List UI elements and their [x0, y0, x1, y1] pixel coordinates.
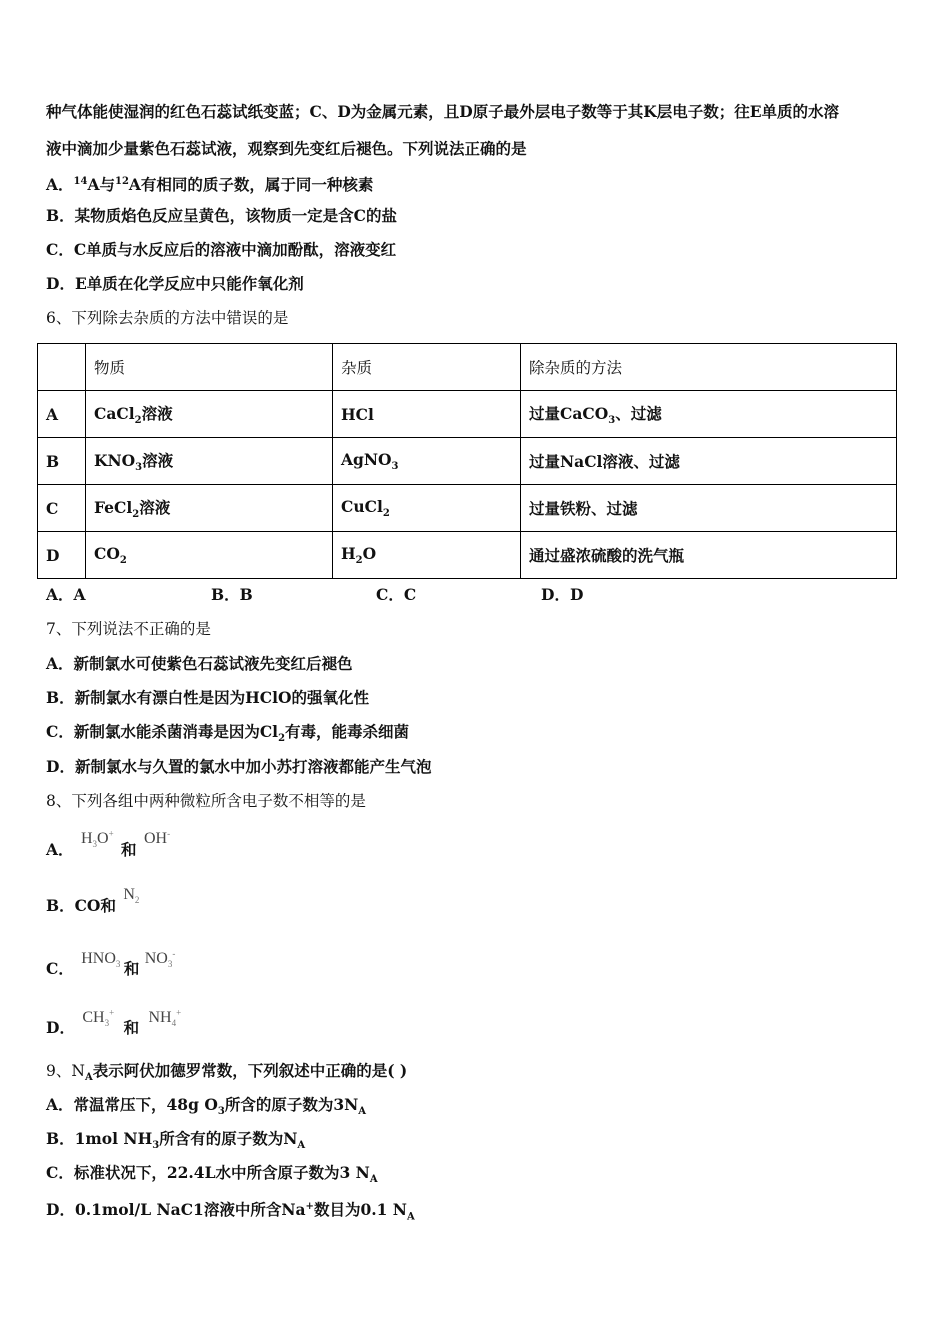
q5-option-b: B．某物质焰色反应呈黄色，该物质一定是含C的盐 — [46, 206, 397, 225]
q9-option-d: D．0.1mol/L NaC1溶液中所含Na+数目为0.1 $N_A$ — [46, 1200, 415, 1223]
table-header-row — [38, 344, 897, 391]
q8-option-c: C． $HNO_3$ 和 $NO_3^-$ — [46, 949, 176, 979]
formula-nh4: $NH_4^+$ — [148, 1008, 182, 1029]
table-header-cell: 除杂质的方法 — [521, 344, 897, 391]
table-row — [38, 485, 897, 532]
q9-option-c: C．标准状况下，22.4L水中所含原子数为3 $N_A$ — [46, 1163, 378, 1186]
row-method: 通过盛浓硫酸的洗气瓶 — [521, 532, 897, 579]
row-substance: $CO_2$ — [86, 532, 333, 579]
q9-option-a: A．常温常压下，48g $O_3$所含的原子数为$3N_A$ — [46, 1095, 367, 1118]
q5-option-a: A．$^{14}$A与$^{12}$A有相同的质子数，属于同一种核素 — [46, 175, 374, 195]
q6-options — [46, 585, 583, 605]
q9-stem: 9、$N_A$表示阿伏加德罗常数，下列叙述中正确的是( ) — [46, 1061, 408, 1084]
q9-option-b: B．1mol $NH_3$所含有的原子数为$N_A$ — [46, 1129, 306, 1152]
q6-option: A．A — [46, 585, 86, 604]
table-row — [38, 391, 897, 438]
row-key: C — [38, 485, 86, 532]
q7-option-d: D．新制氯水与久置的氯水中加小苏打溶液都能产生气泡 — [46, 757, 432, 776]
row-substance: $KNO_3$溶液 — [86, 438, 333, 485]
q8-option-a: A． $H_3O^+$ 和 OH- — [46, 829, 171, 860]
row-method: 过量铁粉、过滤 — [521, 485, 897, 532]
row-key: B — [38, 438, 86, 485]
q6-option: B．B — [211, 585, 253, 604]
row-method: 过量CaCO$_3$、过滤 — [521, 391, 897, 438]
row-substance: FeCl$_2$溶液 — [86, 485, 333, 532]
q8-stem: 8、下列各组中两种微粒所含电子数不相等的是 — [46, 792, 366, 810]
formula-oh: OH- — [143, 829, 171, 848]
q5-option-c: C．C单质与水反应后的溶液中滴加酚酞，溶液变红 — [46, 240, 397, 259]
table-row — [38, 438, 897, 485]
formula-no3: $NO_3^-$ — [144, 949, 176, 970]
table-header-cell: 杂质 — [333, 344, 521, 391]
formula-hno3: $HNO_3$ — [81, 950, 121, 970]
row-impurity: AgNO$_3$ — [333, 438, 521, 485]
row-substance: CaCl$_2$溶液 — [86, 391, 333, 438]
row-key: A — [38, 391, 86, 438]
formula-n2: $N_2$ — [123, 886, 140, 906]
q6-table — [37, 343, 897, 579]
q5-option-d: D．E单质在化学反应中只能作氧化剂 — [46, 274, 304, 293]
q7-stem: 7、下列说法不正确的是 — [46, 620, 211, 638]
q5-stem-line2: 液中滴加少量紫色石蕊试液，观察到先变红后褪色。下列说法正确的是 — [46, 139, 527, 158]
row-method: 过量NaCl溶液、过滤 — [521, 438, 897, 485]
row-key: D — [38, 532, 86, 579]
formula-h3o: $H_3O^+$ — [80, 829, 114, 850]
q7-option-c: C．新制氯水能杀菌消毒是因为$Cl_2$有毒，能毒杀细菌 — [46, 722, 410, 745]
table-header-cell — [38, 344, 86, 391]
row-impurity: HCl — [333, 391, 521, 438]
q7-option-b: B．新制氯水有漂白性是因为HClO的强氧化性 — [46, 688, 369, 707]
q6-stem: 6、下列除去杂质的方法中错误的是 — [46, 309, 289, 327]
table-header-cell: 物质 — [86, 344, 333, 391]
table-row — [38, 532, 897, 579]
q5-stem-line1: 种气体能使湿润的红色石蕊试纸变蓝；C、D为金属元素，且D原子最外层电子数等于其K层电子数；往E单质的水溶 — [46, 102, 840, 121]
q6-option: D．D — [541, 585, 584, 604]
q7-option-a: A．新制氯水可使紫色石蕊试液先变红后褪色 — [46, 654, 353, 673]
row-impurity: $H_2O$ — [333, 532, 521, 579]
q6-option: C．C — [376, 585, 417, 604]
row-impurity: CuCl$_2$ — [333, 485, 521, 532]
q8-option-d: D． $CH_3^+$ 和 $NH_4^+$ — [46, 1008, 182, 1038]
formula-ch3: $CH_3^+$ — [82, 1008, 115, 1029]
q8-option-b: B．CO和 $N_2$ — [46, 886, 140, 915]
